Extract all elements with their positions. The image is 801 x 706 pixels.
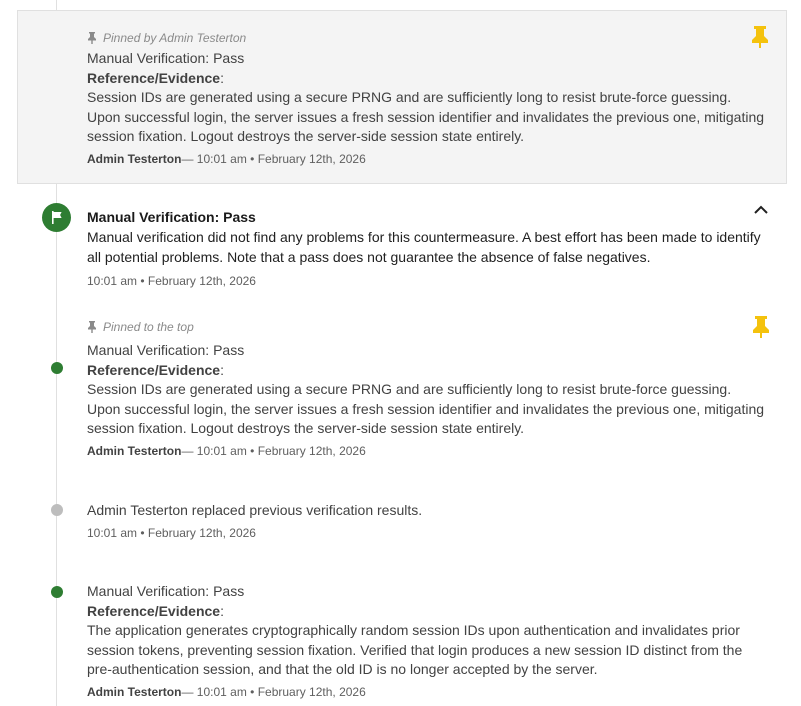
event-body: Manual verification did not find any problems for this countermeasure. A best effort has been made to identify all potential problems. Note that a pass does not guarantee the absence of false negatives. bbox=[87, 229, 761, 265]
flag-icon bbox=[51, 211, 63, 224]
pin-icon[interactable] bbox=[751, 26, 769, 48]
pin-note bbox=[87, 319, 767, 335]
chevron-up-icon[interactable] bbox=[752, 203, 770, 217]
timeline-dot bbox=[51, 586, 63, 598]
comment-meta bbox=[87, 684, 767, 700]
system-event-timestamp: 10:01 am • February 12th, 2026 bbox=[87, 526, 256, 540]
reference-colon: : bbox=[220, 603, 224, 619]
comment-timestamp: — 10:01 am • February 12th, 2026 bbox=[181, 443, 366, 458]
pinned-comment bbox=[87, 30, 767, 167]
comment-meta bbox=[87, 443, 767, 459]
comment-body: The application generates cryptographically random session IDs upon authentication and invalidates prior session tokens, preventing session fixation. Verified that login produces a new session ID distinct from the pre-authentication session, and that the old ID is no longer accepted by the server. bbox=[87, 622, 743, 677]
pushpin-small-icon bbox=[87, 32, 97, 44]
comment-body: Session IDs are generated using a secure PRNG and are sufficiently long to resist brute-force guessing. Upon successful login, the server issues a fresh session identifier and invalidates the previous one, mitigating session fixation. Logout destroys the server-side session state entirely. bbox=[87, 381, 765, 436]
pin-note bbox=[87, 30, 767, 46]
reference-heading bbox=[87, 601, 767, 621]
comment-meta bbox=[87, 151, 767, 167]
pin-note-text: Pinned to the top bbox=[103, 320, 194, 334]
event-title-text: Manual Verification: Pass bbox=[87, 209, 256, 225]
pushpin-small-icon bbox=[87, 321, 97, 333]
comment-author: Admin Testerton bbox=[87, 684, 182, 699]
comment-timestamp: — 10:01 am • February 12th, 2026 bbox=[181, 684, 366, 699]
reference-heading bbox=[87, 360, 767, 380]
comment-author: Admin Testerton bbox=[87, 151, 182, 166]
reference-label: Reference/Evidence bbox=[87, 362, 221, 378]
comment-author: Admin Testerton bbox=[87, 443, 182, 458]
comment-body: Session IDs are generated using a secure PRNG and are sufficiently long to resist brute-force guessing. Upon successful login, the server issues a fresh session identifier and invalidates the previous one, mitigating session fixation. Logout destroys the server-side session state entirely. bbox=[87, 89, 765, 144]
event-title bbox=[87, 207, 767, 227]
timeline-dot bbox=[51, 362, 63, 374]
verification-status: Manual Verification: Pass bbox=[87, 342, 245, 358]
system-event-text: Admin Testerton replaced previous verification results. bbox=[87, 502, 423, 518]
flag-badge bbox=[42, 203, 71, 232]
comment-timestamp: — 10:01 am • February 12th, 2026 bbox=[181, 151, 366, 166]
system-event bbox=[87, 500, 767, 541]
pinned-top-comment bbox=[87, 319, 767, 459]
verification-comment bbox=[87, 581, 767, 700]
verification-status: Manual Verification: Pass bbox=[87, 583, 245, 599]
timeline-dot bbox=[51, 504, 63, 516]
verification-status: Manual Verification: Pass bbox=[87, 50, 245, 66]
reference-colon: : bbox=[220, 70, 224, 86]
pin-icon[interactable] bbox=[752, 316, 770, 338]
reference-colon: : bbox=[220, 362, 224, 378]
verification-event bbox=[87, 207, 767, 289]
reference-label: Reference/Evidence bbox=[87, 603, 221, 619]
event-timestamp: 10:01 am • February 12th, 2026 bbox=[87, 274, 256, 288]
reference-label: Reference/Evidence bbox=[87, 70, 221, 86]
reference-heading bbox=[87, 68, 767, 88]
pin-note-text: Pinned by Admin Testerton bbox=[103, 31, 247, 45]
